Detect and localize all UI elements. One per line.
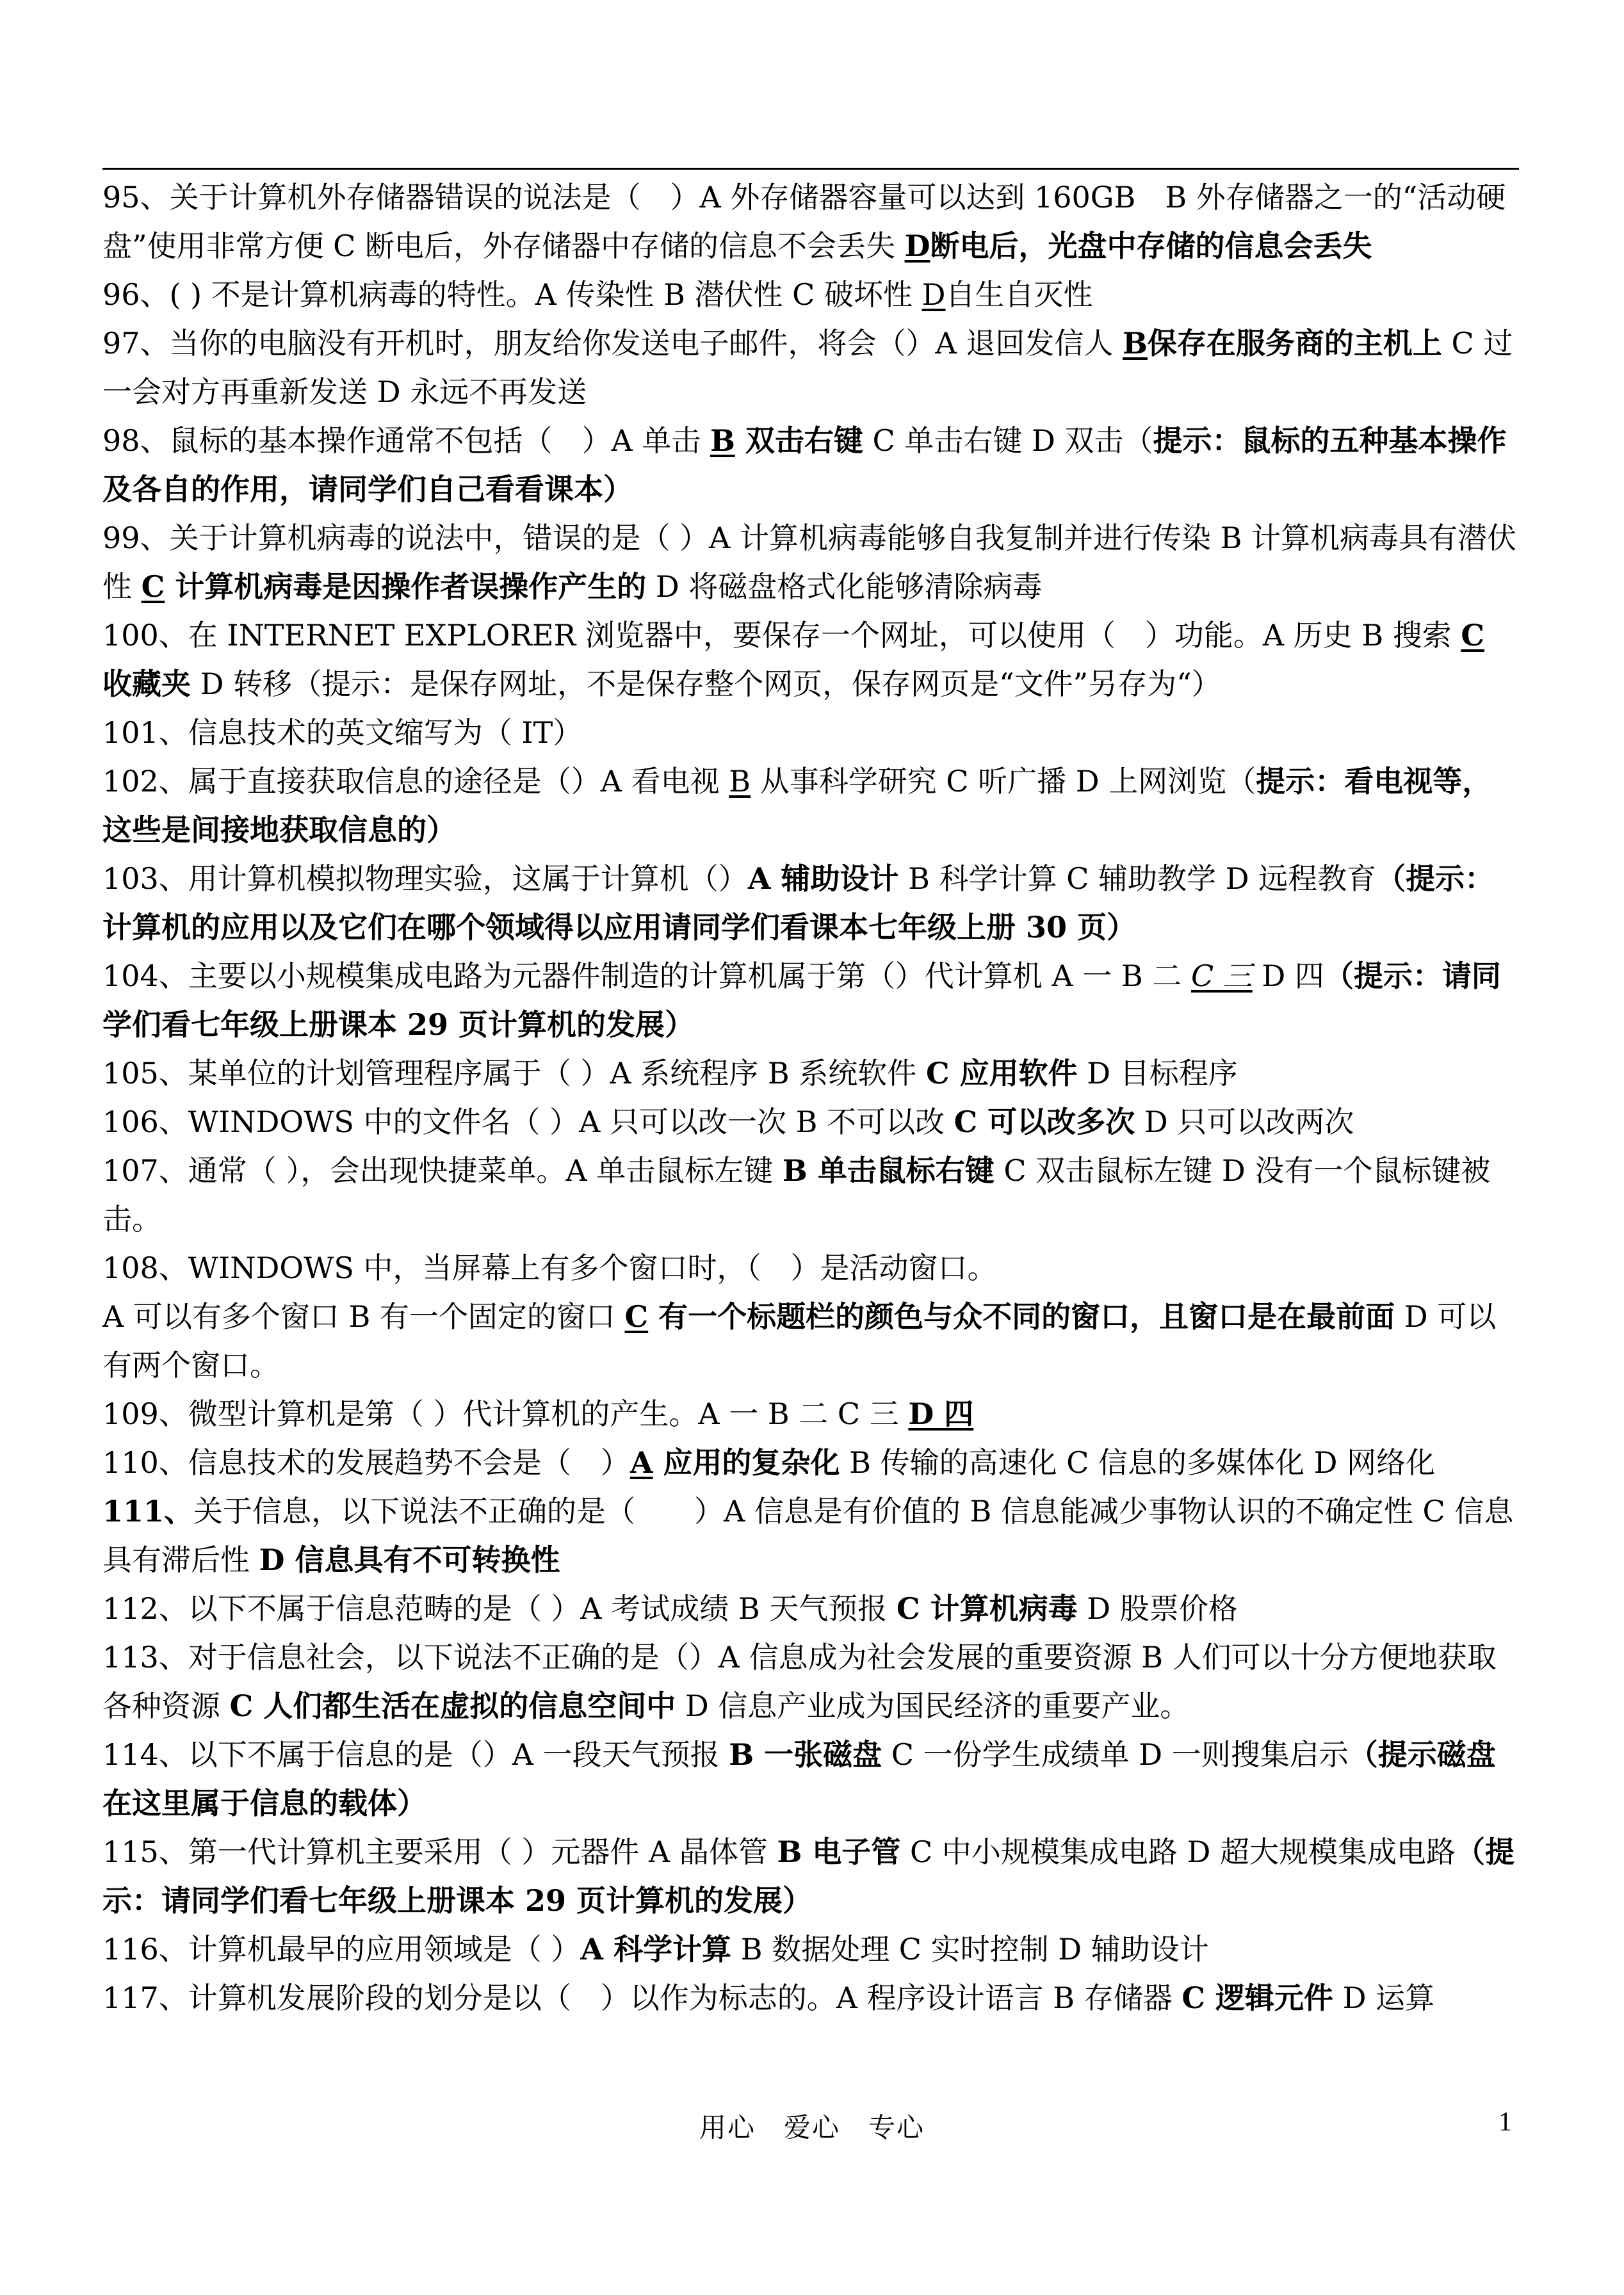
question-text-segment: C 计算机病毒 (896, 1591, 1078, 1626)
question-text-segment: 102、属于直接获取信息的途径是（）A 看电视 (102, 764, 729, 799)
question-text-segment: 收藏夹 (102, 667, 191, 701)
question-text-segment: 95、关于计算机外存储器错误的说法是（ ）A 外存储器容量可以达到 160GB B 外存储器之一的“活动硬盘”使用非常方便 C 断电后，外存储器中存储的信息不会丢失 (102, 180, 1506, 263)
question-text-segment: A 辅助设计 (747, 861, 899, 896)
question-item (102, 611, 1518, 708)
question-text-segment: D 四 (908, 1397, 974, 1431)
question-text-segment: 关于信息，以下说法不正确的是（ ）A 信息是有价值的 B 信息能减少事物认识的不确定性 C 信息具有滞后性 (102, 1494, 1514, 1577)
footer-motto: 用心 爱心 专心 (699, 2112, 925, 2143)
question-text-segment: D 运算 (1333, 1981, 1435, 2015)
question-item (102, 270, 1518, 319)
question-item (102, 952, 1518, 1049)
question-text-segment: 计算机病毒是因操作者误操作产生的 (165, 569, 647, 604)
question-text-segment: 103、用计算机模拟物理实验，这属于计算机（） (102, 861, 748, 896)
question-item (102, 1390, 1518, 1438)
question-text-segment: 98、鼠标的基本操作通常不包括（ ）A 单击 (102, 423, 710, 458)
question-item (102, 1584, 1518, 1633)
question-text-segment: 113、对于信息社会，以下说法不正确的是（）A 信息成为社会发展的重要资源 B 人们可以十分方便地获取各种资源 (102, 1640, 1497, 1723)
question-item (102, 1633, 1518, 1730)
question-text-segment: 有一个标题栏的颜色与众不同的窗口，且窗口是在最前面 (648, 1299, 1395, 1334)
question-text-segment: 自生自灭性 (945, 277, 1093, 312)
question-text-segment: 从事科学研究 C 听广播 D 上网浏览（ (751, 764, 1256, 799)
question-item (102, 1292, 1518, 1390)
question-text-segment: 提示：鼠标的五种基本操作及各自的作用，请同学们自己看看课本） (102, 423, 1507, 507)
question-text-segment: A (629, 1445, 653, 1480)
question-text-segment: B 单击鼠标右键 (782, 1153, 995, 1188)
question-text-segment: 100、在 INTERNET EXPLORER 浏览器中，要保存一个网址，可以使用（ ）功能。A 历史 B 搜索 (102, 618, 1461, 653)
question-item (102, 1098, 1518, 1146)
question-text-segment: 99、关于计算机病毒的说法中，错误的是（ ）A 计算机病毒能够自我复制并进行传染 B 计算机病毒具有潜伏性 (102, 521, 1517, 604)
question-text-segment: B (1123, 326, 1148, 361)
question-item (102, 1049, 1518, 1098)
question-text-segment: 96、( ) 不是计算机病毒的特性。A 传染性 B 潜伏性 C 破坏性 (102, 277, 922, 312)
question-text-segment: C 双击鼠标左键 D 没有一个鼠标键被击。 (102, 1153, 1491, 1237)
question-text-segment: 提示：看电视等，这些是间接地获取信息的） (102, 764, 1492, 847)
question-item (102, 514, 1518, 611)
question-text-segment: B 数据处理 C 实时控制 D 辅助设计 (731, 1932, 1209, 1967)
question-text-segment: 双击右键 (735, 423, 863, 458)
question-item (102, 1487, 1518, 1584)
header-rule (102, 168, 1519, 170)
question-text-segment: 115、第一代计算机主要采用（ ）元器件 A 晶体管 (102, 1835, 777, 1869)
question-text-segment: 101、信息技术的英文缩写为（ IT） (102, 715, 583, 750)
question-text-segment: 116、计算机最早的应用领域是（ ） (102, 1932, 581, 1967)
question-text-segment: 104、主要以小规模集成电路为元器件制造的计算机属于第（）代计算机 A 一 B 二 (102, 959, 1191, 993)
question-text-segment: B 电子管 (777, 1835, 901, 1869)
question-text-segment: 112、以下不属于信息范畴的是（ ）A 考试成绩 B 天气预报 (102, 1591, 897, 1626)
question-text-segment: 107、通常（ ），会出现快捷菜单。A 单击鼠标左键 (102, 1153, 783, 1188)
question-text-segment: 97、当你的电脑没有开机时，朋友给你发送电子邮件，将会（）A 退回发信人 (102, 326, 1123, 361)
question-item (102, 1244, 1518, 1292)
question-text-segment: A 可以有多个窗口 B 有一个固定的窗口 (102, 1299, 625, 1334)
question-text-segment: C 逻辑元件 (1181, 1981, 1333, 2015)
question-item (102, 319, 1518, 416)
question-text-segment: D 信息具有不可转换性 (259, 1543, 560, 1577)
question-text-segment: D 信息产业成为国民经济的重要产业。 (676, 1689, 1190, 1723)
question-text-segment: C 单击右键 D 双击（ (863, 423, 1153, 458)
question-text-segment: 109、微型计算机是第（ ）代计算机的产生。A 一 B 二 C 三 (102, 1397, 909, 1431)
question-text-segment: B (710, 423, 735, 458)
question-text-segment: D 目标程序 (1077, 1056, 1238, 1091)
question-text-segment: C (1461, 618, 1485, 653)
question-item (102, 416, 1518, 514)
question-text-segment: D 四 (1252, 959, 1324, 993)
question-item (102, 1925, 1518, 1974)
question-text-segment: 断电后，光盘中存储的信息会丢失 (930, 229, 1372, 263)
question-text-segment: C 可以改多次 (954, 1105, 1135, 1139)
question-item (102, 1438, 1518, 1487)
question-item (102, 1974, 1518, 2022)
question-text-segment: D 转移（提示：是保存网址，不是保存整个网页，保存网页是“文件”另存为“） (191, 667, 1221, 701)
question-text-segment: 应用的复杂化 (653, 1445, 840, 1480)
question-text-segment: B 传输的高速化 C 信息的多媒体化 D 网络化 (840, 1445, 1436, 1480)
question-text-segment: 117、计算机发展阶段的划分是以（ ）以作为标志的。A 程序设计语言 B 存储器 (102, 1981, 1182, 2015)
question-text-segment: D 只可以改两次 (1135, 1105, 1354, 1139)
question-text-segment: D 可以有两个窗口。 (102, 1299, 1497, 1383)
question-text-segment: 114、以下不属于信息的是（）A 一段天气预报 (102, 1737, 729, 1772)
question-text-segment: C 过一会对方再重新发送 D 永远不再发送 (102, 326, 1513, 409)
question-item (102, 1146, 1518, 1244)
question-text-segment: C 应用软件 (925, 1056, 1078, 1091)
question-text-segment: （提示：请同学们看七年级上册课本 29 页计算机的发展） (102, 1835, 1514, 1918)
page-number: 1 (1498, 2107, 1512, 2137)
question-item (102, 173, 1518, 270)
question-item (102, 1828, 1518, 1925)
question-list (102, 173, 1518, 2022)
question-text-segment: B (729, 764, 751, 799)
question-text-segment: （提示：请同学们看七年级上册课本 29 页计算机的发展） (102, 959, 1501, 1042)
question-text-segment: 111、 (102, 1494, 194, 1529)
question-item (102, 757, 1518, 854)
question-text-segment: C 中小规模集成电路 D 超大规模集成电路 (900, 1835, 1456, 1869)
question-text-segment: C (141, 569, 165, 604)
question-text-segment: A 科学计算 (580, 1932, 732, 1967)
question-text-segment: C 人们都生活在虚拟的信息空间中 (229, 1689, 676, 1723)
question-text-segment: 110、信息技术的发展趋势不会是（ ） (102, 1445, 630, 1480)
question-text-segment: D 将磁盘格式化能够清除病毒 (646, 569, 1043, 604)
question-text-segment: 105、某单位的计划管理程序属于（ ）A 系统程序 B 系统软件 (102, 1056, 926, 1091)
question-item (102, 1730, 1518, 1828)
question-text-segment: （提示磁盘在这里属于信息的载体） (102, 1737, 1496, 1821)
question-text-segment: C (624, 1299, 649, 1334)
question-text-segment: D (904, 229, 930, 263)
question-text-segment: 保存在服务商的主机上 (1147, 326, 1442, 361)
question-text-segment: B 一张磁盘 (729, 1737, 882, 1772)
question-item (102, 708, 1518, 757)
question-text-segment: C 三 (1190, 959, 1253, 993)
question-text-segment: D 股票价格 (1077, 1591, 1238, 1626)
question-text-segment: 108、WINDOWS 中，当屏幕上有多个窗口时，（ ）是活动窗口。 (102, 1251, 997, 1285)
question-text-segment: （提示：计算机的应用以及它们在哪个领域得以应用请同学们看课本七年级上册 30 页） (102, 861, 1495, 945)
question-text-segment: 106、WINDOWS 中的文件名（ ）A 只可以改一次 B 不可以改 (102, 1105, 954, 1139)
question-text-segment: B 科学计算 C 辅助教学 D 远程教育 (898, 861, 1377, 896)
question-item (102, 854, 1518, 952)
question-text-segment: C 一份学生成绩单 D 一则搜集启示 (882, 1737, 1349, 1772)
question-text-segment: D (922, 277, 946, 312)
